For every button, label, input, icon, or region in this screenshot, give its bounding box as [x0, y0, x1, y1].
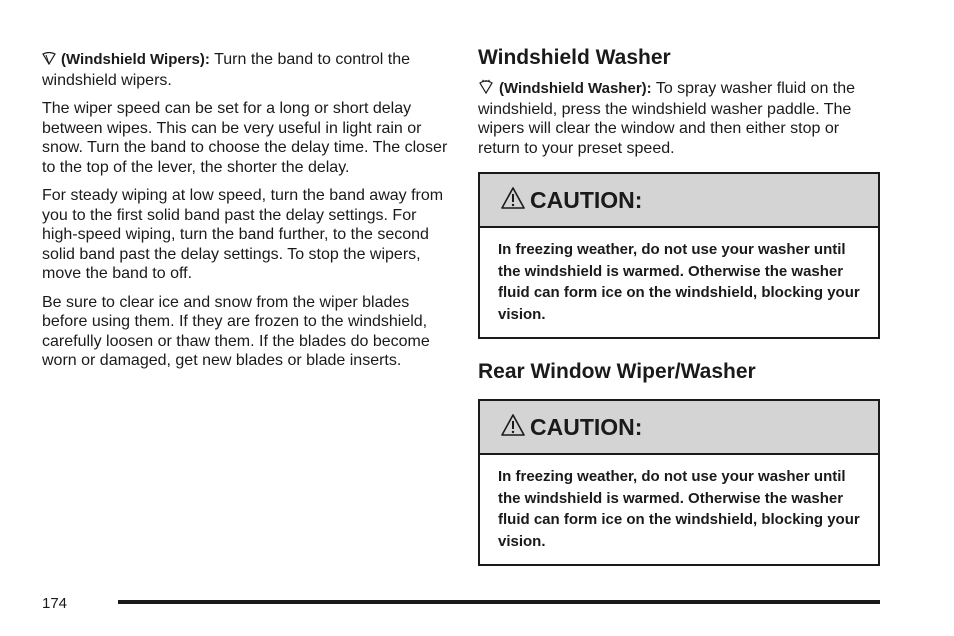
caution-box-2	[478, 399, 880, 566]
wiper-speed-paragraph: The wiper speed can be set for a long or short delay between wipes. This can be very useful in light rain or snow. Turn the band to choose the delay time. The closer to the top of the lever, the shorter the delay.	[42, 100, 448, 176]
wipers-label: (Windshield Wipers):	[61, 51, 210, 68]
washer-icon	[478, 79, 494, 100]
caution-title-2: CAUTION:	[530, 413, 643, 440]
rear-wiper-heading: Rear Window Wiper/Washer	[478, 360, 756, 383]
washer-text: To spray washer fluid on the windshield, press the windshield washer paddle. The wipers will clear the window and then either stop or return to your preset speed.	[478, 80, 856, 157]
washer-heading: Windshield Washer	[478, 46, 671, 69]
warning-triangle-icon	[500, 413, 526, 442]
caution-text-1: In freezing weather, do not use your washer until the windshield is warmed. Otherwise the washer fluid can form ice on the windshield, blocking your vision.	[498, 241, 860, 323]
caution-box-1	[478, 172, 880, 339]
warning-triangle-icon	[500, 186, 526, 215]
page-number: 174	[42, 595, 68, 612]
wipers-text: Turn the band to control the windshield wipers.	[42, 51, 411, 89]
left-column	[42, 50, 450, 380]
caution-header-2	[480, 401, 878, 455]
washer-paragraph	[478, 79, 880, 158]
caution-text-2: In freezing weather, do not use your washer until the windshield is warmed. Otherwise the washer fluid can form ice on the windshield, blocking your vision.	[498, 468, 860, 550]
footer-rule	[118, 600, 880, 604]
washer-label: (Windshield Washer):	[499, 80, 652, 97]
caution-header-1	[480, 174, 878, 228]
clear-ice-paragraph: Be sure to clear ice and snow from the wiper blades before using them. If they are frozen to the windshield, carefully loosen or thaw them. If the blades do become worn or damaged, get new blades or blade inserts.	[42, 293, 430, 369]
right-column	[478, 45, 880, 566]
caution-title-1: CAUTION:	[530, 186, 643, 213]
steady-wiping-paragraph: For steady wiping at low speed, turn the band away from you to the first solid band past the delay settings. For high-speed wiping, turn the band further, to the second solid band past the delay settings. To stop the wipers, move the band to off.	[42, 187, 444, 282]
wipers-paragraph	[42, 50, 450, 90]
wiper-icon	[42, 51, 56, 71]
